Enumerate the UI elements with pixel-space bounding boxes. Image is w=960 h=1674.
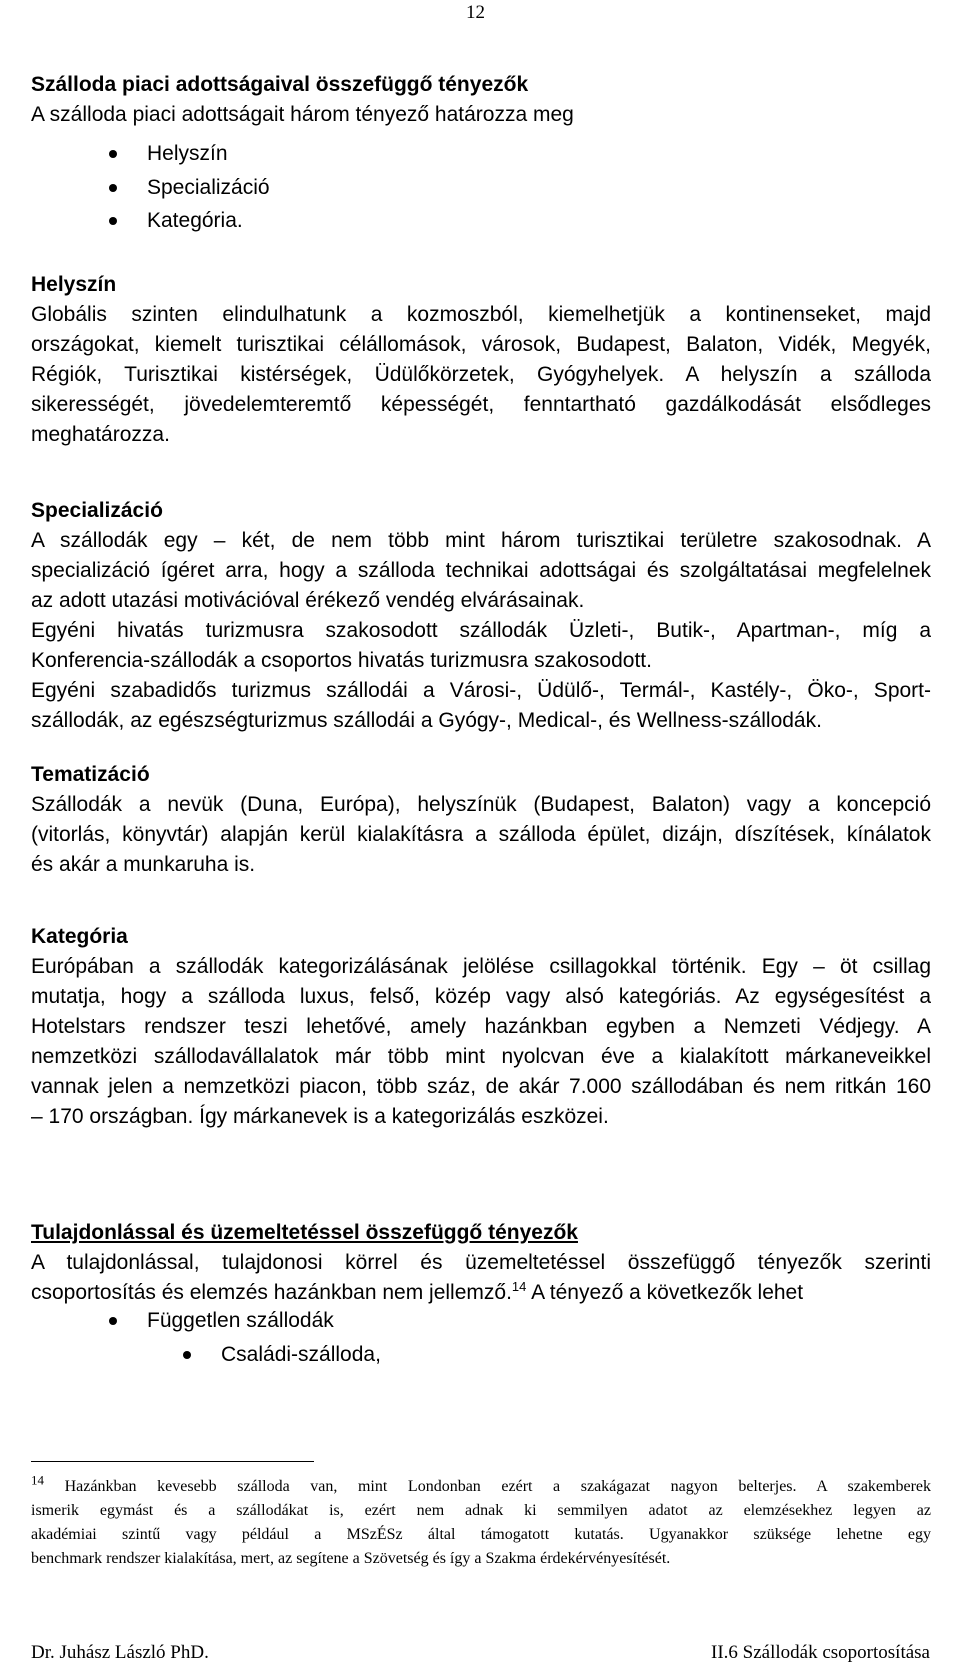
section-specialization bbox=[31, 496, 931, 736]
paragraph-line: csoportosítás és elemzés hazánkban nem jellemző.$^{14}$ A tényező a következők lehet bbox=[31, 1279, 804, 1304]
paragraph-line: Európában a szállodák kategorizálásának jelölése csillagokkal történik. Egy – öt csillag bbox=[31, 955, 931, 978]
list-item: Családi-szálloda, bbox=[221, 1340, 381, 1370]
paragraph-line: Régiók, Turisztikai kistérségek, Üdülőkörzetek, Gyógyhelyek. A helyszín a szálloda bbox=[31, 363, 931, 386]
paragraph-line: az adott utazási motivációval érékező vendég elvárásainak. bbox=[31, 589, 585, 612]
paragraph-line: vannak jelen a nemzetközi piacon, több száz, de akár 7.000 szállodában és nem ritkán 160 bbox=[31, 1075, 931, 1098]
section-intro: A szálloda piaci adottságait három tényező határozza meg bbox=[31, 103, 574, 126]
footer-chapter: II.6 Szállodák csoportosítása bbox=[711, 1642, 930, 1663]
page-number: 12 bbox=[466, 2, 485, 23]
paragraph-line: mutatja, hogy a szálloda luxus, felső, közép vagy alsó kategóriás. Az egységesítést a bbox=[31, 985, 931, 1008]
paragraph-line: és akár a munkaruha is. bbox=[31, 853, 256, 876]
paragraph-line: sikerességét, jövedelemteremtő képességét, fenntartható gazdálkodását elsődleges bbox=[31, 393, 931, 416]
paragraph-line: A szállodák egy – két, de nem több mint három turisztikai területre szakosodnak. A bbox=[31, 529, 931, 552]
paragraph-line: országokat, kiemelt turisztikai célállomások, városok, Budapest, Balaton, Vidék, Megyék, bbox=[31, 333, 931, 356]
paragraph-line: meghatározza. bbox=[31, 423, 170, 446]
list-item: Független szállodák bbox=[147, 1306, 334, 1336]
footnote-separator bbox=[31, 1461, 314, 1462]
bullet-icon bbox=[183, 1351, 191, 1359]
paragraph-line: specializáció ígéret arra, hogy a szálloda technikai adottságai és szolgáltatásai megfelelnek bbox=[31, 559, 931, 582]
footnote-reference[interactable]: 14 bbox=[511, 1279, 527, 1294]
paragraph-line: Egyéni szabadidős turizmus szállodái a Városi-, Üdülő-, Termál-, Kastély-, Öko-, Sport- bbox=[31, 679, 931, 702]
bullet-icon bbox=[109, 217, 117, 225]
paragraph-line: nemzetközi szállodavállalatok már több mint nyolcvan éve a kialakított márkaneveikkel bbox=[31, 1045, 931, 1068]
section-title: Szálloda piaci adottságaival összefüggő tényezők bbox=[31, 73, 529, 96]
paragraph-line: Konferencia-szállodák a csoportos hivatás turizmusra szakosodott. bbox=[31, 649, 652, 672]
section-heading: Kategória bbox=[31, 925, 128, 948]
section-ownership bbox=[31, 1218, 931, 1308]
section-heading: Helyszín bbox=[31, 273, 117, 296]
list-item: Kategória. bbox=[147, 206, 243, 236]
footnote-line: akadémiai szintű vagy például a MSzÉSz által támogatott kutatás. Ugyanakkor szüksége lehetne egy bbox=[31, 1526, 931, 1543]
section-heading: Specializáció bbox=[31, 499, 163, 522]
section-title: Tulajdonlással és üzemeltetéssel összefüggő tényezők bbox=[31, 1221, 578, 1244]
footer-author: Dr. Juhász László PhD. bbox=[31, 1642, 209, 1663]
paragraph-line: – 170 országban. Így márkanevek is a kategorizálás eszközei. bbox=[31, 1105, 609, 1128]
paragraph-line: A tulajdonlással, tulajdonosi körrel és üzemeltetéssel összefüggő tényezők szerinti bbox=[31, 1251, 931, 1274]
footnote-line: ismerik egymást és a szállodákat is, ezért nem adnak ki semmilyen adatot az elemzésekhez legyen az bbox=[31, 1502, 931, 1519]
bullet-icon bbox=[109, 1317, 117, 1325]
section-thematization bbox=[31, 760, 931, 880]
footnote-line: $^{14}$ Hazánkban kevesebb szálloda van, mint Londonban ezért a szakágazat nagyon belterjes. A szakemberek bbox=[31, 1475, 931, 1499]
list-item: Helyszín bbox=[147, 139, 228, 169]
footnote bbox=[31, 1475, 931, 1571]
section-market-factors bbox=[31, 70, 931, 130]
paragraph-line: Szállodák a nevük (Duna, Európa), helyszínük (Budapest, Balaton) vagy a koncepció bbox=[31, 793, 931, 816]
paragraph-line: (vitorlás, könyvtár) alapján kerül kialakításra a szálloda épület, dizájn, díszítések, kínálatok bbox=[31, 823, 931, 846]
section-category bbox=[31, 922, 931, 1132]
bullet-icon bbox=[109, 184, 117, 192]
paragraph-line: szállodák, az egészségturizmus szállodái a Gyógy-, Medical-, és Wellness-szállodák. bbox=[31, 709, 822, 732]
footnote-line: benchmark rendszer kialakítása, mert, az segítene a Szövetség és így a Szakma érdekérvényesítését. bbox=[31, 1550, 671, 1567]
bullet-icon bbox=[109, 150, 117, 158]
section-location bbox=[31, 270, 931, 450]
paragraph-line: Egyéni hivatás turizmusra szakosodott szállodák Üzleti-, Butik-, Apartman-, míg a bbox=[31, 619, 931, 642]
list-item: Specializáció bbox=[147, 173, 270, 203]
footnote-marker: 14 bbox=[31, 1475, 44, 1488]
section-heading: Tematizáció bbox=[31, 763, 150, 786]
paragraph-line: Hotelstars rendszer teszi lehetővé, amely hazánkban egyben a Nemzeti Védjegy. A bbox=[31, 1015, 931, 1038]
paragraph-line: Globális szinten elindulhatunk a kozmoszból, kiemelhetjük a kontinenseket, majd bbox=[31, 303, 931, 326]
